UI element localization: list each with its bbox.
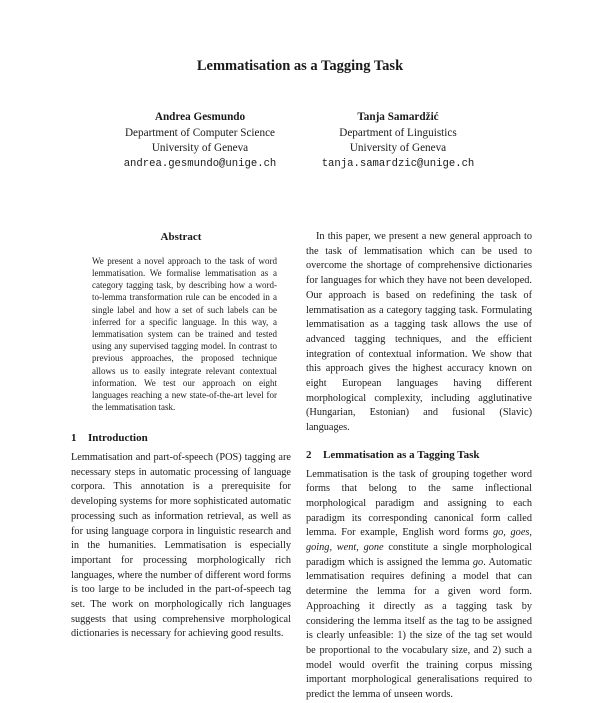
section-number: 2 xyxy=(306,448,312,461)
section2-text-part: . Automatic lemmatisation requires defining a model that can determine the lemma for a given word form. Approaching it directly as a tagging task by considering the lemma itself as the tag to be assigned is clearly unfeasible: 1) the size of the tag set would be proportional to the vocabulary size, and 2) such a model would overfit the training corpus missing important morphological generalisations required to predict the lemma of unseen words. xyxy=(306,556,532,701)
section2-text xyxy=(306,468,532,703)
abstract-heading: Abstract xyxy=(160,231,202,243)
author-email: andrea.gesmundo@unige.ch xyxy=(123,157,277,170)
author-department: Department of Computer Science xyxy=(124,126,276,139)
author-affiliation: University of Geneva xyxy=(151,142,249,154)
left-column xyxy=(71,230,291,642)
author-block xyxy=(278,110,518,172)
introduction-text: Lemmatisation and part-of-speech (POS) tagging are necessary steps in automatic processing of language corpora. This annotation is a prerequisite for developing systems for more sophisticated automatic processing such as information retrieval, as well as for using language corpora in linguistic research and in the humanities. Lemmatisation is especially important for processing morphologically rich languages, where the number of different word forms is too large to be included in the part-of-speech tag set. The work on morphologically rich languages suggests that using comprehensive morphological dictionaries is necessary for achieving good results. xyxy=(71,452,291,640)
section-number: 1 xyxy=(71,432,77,445)
author-affiliation: University of Geneva xyxy=(349,142,447,154)
author-name: Tanja Samardžić xyxy=(357,111,439,123)
section-title: Introduction xyxy=(88,432,148,445)
example-lemma: go xyxy=(472,556,484,568)
abstract-text: We present a novel approach to the task of word lemmatisation. We formalise lemmatisation as a category tagging task, by describing how a word-to-lemma transformation rule can be encoded in a single label and how a set of such labels can be inferred for a specific language. In this way, a lemmatisation system can be trained and tested using any supervised tagging model. In contrast to previous approaches, the proposed technique allows us to easily integrate relevant contextual information. We test our approach on eight languages reaching a new state-of-the-art level for the lemmatisation task. xyxy=(92,255,277,413)
section-title: Lemmatisation as a Tagging Task xyxy=(323,448,480,461)
section2-text-part: constitute a single morphological paradigm which is assigned the lemma xyxy=(306,542,532,568)
author-department: Department of Linguistics xyxy=(339,126,457,139)
section-heading-introduction xyxy=(71,431,291,446)
author-email: tanja.samardzic@unige.ch xyxy=(321,157,475,170)
intro-continuation-text: In this paper, we present a new general approach to the task of lemmatisation which can be used to overcome the shortage of comprehensive dictionaries for languages for which they have not been developed. Our approach is based on redefining the task of lemmatisation as a category tagging task. Formulating lemmatisation as a tagging task allows the use of advanced tagging techniques, and the efficient integration of contextual information. We show that this approach gives the highest accuracy known on eight European languages having different morphological complexity, including agglutinative (Hungarian, Estonian) and fusional (Slavic) languages. xyxy=(306,231,532,434)
section-heading-lemmatisation xyxy=(306,448,532,463)
author-name: Andrea Gesmundo xyxy=(154,111,246,123)
paper-title: Lemmatisation as a Tagging Task xyxy=(196,58,404,74)
example-word-forms: go, goes, going, went, gone xyxy=(306,527,532,554)
section2-text-part: Lemmatisation is the task of grouping together word forms that belong to the same inflectional morphological paradigm and assigning to each paradigm its corresponding canonical form called lemma. For example, English word forms xyxy=(306,468,532,539)
right-column xyxy=(306,230,532,703)
